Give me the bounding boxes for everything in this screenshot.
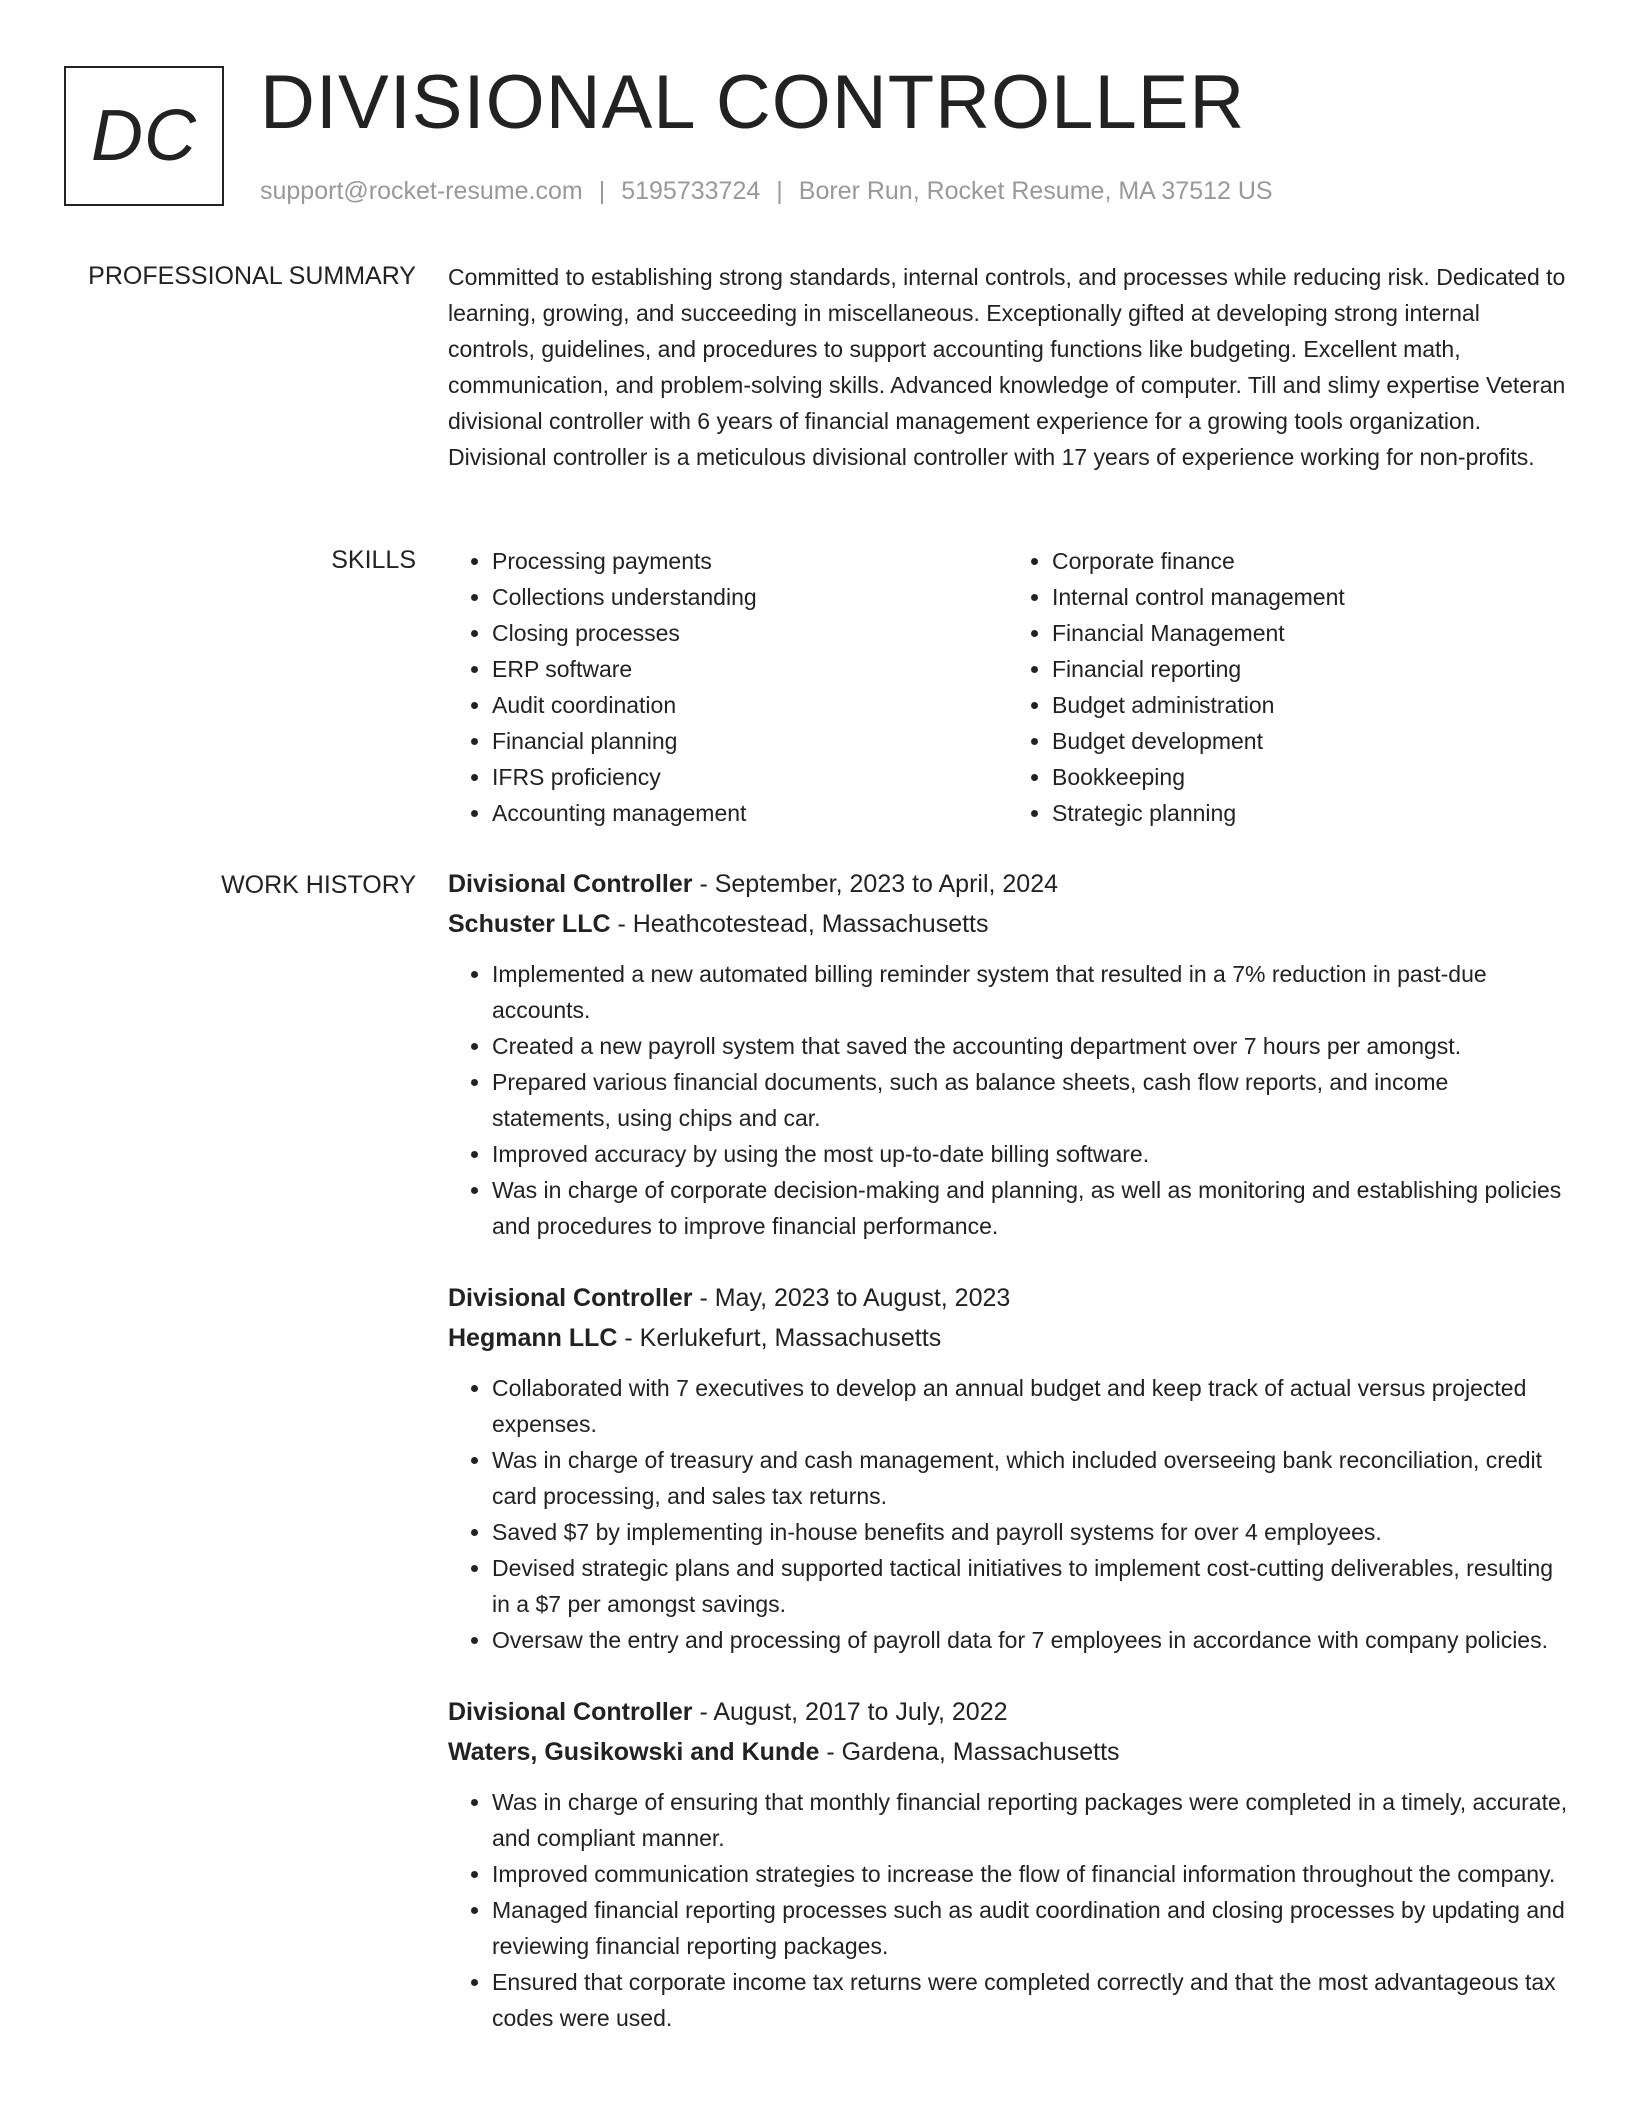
job-company: Hegmann LLC	[448, 1324, 618, 1352]
skill-item: • ERP software	[492, 651, 1008, 687]
job-dates: - September, 2023 to April, 2024	[699, 870, 1059, 898]
job-dates: - May, 2023 to August, 2023	[699, 1284, 1011, 1312]
skill-item: • Financial Management	[1052, 615, 1568, 651]
skills-column-left	[448, 543, 1008, 831]
job-bullet: • Ensured that corporate income tax returns were completed correctly and that the most advantageous tax codes were used.	[492, 1964, 1568, 2036]
job-title-line	[448, 864, 1568, 904]
job-bullet: • Saved $7 by implementing in-house benefits and payroll systems for over 4 employees.	[492, 1514, 1568, 1550]
monogram-box	[64, 66, 224, 206]
job-bullets	[448, 1784, 1568, 2036]
skill-item: • Budget development	[1052, 723, 1568, 759]
job-bullets	[448, 1370, 1568, 1658]
job-bullet: • Prepared various financial documents, such as balance sheets, cash flow reports, and income statements, using chips and car.	[492, 1064, 1568, 1136]
job-company-line	[448, 1318, 1568, 1358]
job-bullet: • Was in charge of corporate decision-making and planning, as well as monitoring and establishing policies and procedures to improve financial performance.	[492, 1172, 1568, 1244]
contact-phone: 5195733724	[621, 177, 761, 205]
job-title: Divisional Controller	[448, 1698, 693, 1726]
job-company: Schuster LLC	[448, 910, 611, 938]
job-title-line	[448, 1278, 1568, 1318]
summary-text: Committed to establishing strong standards, internal controls, and processes while reducing risk. Dedicated to learning, growing, and succeeding in miscellaneous. Exceptionally gifted at developing strong internal controls, guidelines, and procedures to support accounting functions like budgeting. Excellent math, communication, and problem-solving skills. Advanced knowledge of computer. Till and slimy expertise Veteran divisional controller with 6 years of financial management experience for a growing tools organization. Divisional controller is a meticulous divisional controller with 17 years of experience working for non-profits.	[448, 264, 1566, 470]
resume-name: DIVISIONAL CONTROLLER	[260, 60, 1246, 145]
job-bullet: • Managed financial reporting processes such as audit coordination and closing processes by updating and reviewing financial reporting packages.	[492, 1892, 1568, 1964]
contact-line	[260, 174, 1273, 208]
contact-separator: |	[598, 177, 606, 205]
job-location: - Heathcotestead, Massachusetts	[617, 910, 989, 938]
section-label-skills: SKILLS	[331, 546, 416, 574]
monogram-initials: DC	[91, 96, 197, 176]
job-bullets	[448, 956, 1568, 1244]
work-history-section	[448, 864, 1568, 2070]
skill-item: • Closing processes	[492, 615, 1008, 651]
job-bullet: • Was in charge of treasury and cash management, which included overseeing bank reconciliation, credit card processing, and sales tax returns.	[492, 1442, 1568, 1514]
job-bullet: • Improved communication strategies to increase the flow of financial information throughout the company.	[492, 1856, 1568, 1892]
skill-item: • IFRS proficiency	[492, 759, 1008, 795]
skill-item: • Bookkeeping	[1052, 759, 1568, 795]
skill-item: • Processing payments	[492, 543, 1008, 579]
job-entry	[448, 864, 1568, 1244]
job-company: Waters, Gusikowski and Kunde	[448, 1738, 820, 1766]
skill-item: • Internal control management	[1052, 579, 1568, 615]
job-location: - Gardena, Massachusetts	[826, 1738, 1120, 1766]
contact-email: support@rocket-resume.com	[260, 177, 583, 205]
job-bullet: • Improved accuracy by using the most up-to-date billing software.	[492, 1136, 1568, 1172]
job-title: Divisional Controller	[448, 1284, 693, 1312]
job-bullet: • Created a new payroll system that saved the accounting department over 7 hours per amongst.	[492, 1028, 1568, 1064]
skill-item: • Strategic planning	[1052, 795, 1568, 831]
job-entry	[448, 1278, 1568, 1658]
job-title-line	[448, 1692, 1568, 1732]
skill-item: • Financial reporting	[1052, 651, 1568, 687]
job-bullet: • Was in charge of ensuring that monthly financial reporting packages were completed in a timely, accurate, and compliant manner.	[492, 1784, 1568, 1856]
contact-separator: |	[776, 177, 783, 205]
contact-address: Borer Run, Rocket Resume, MA 37512 US	[798, 177, 1273, 205]
skill-item: • Audit coordination	[492, 687, 1008, 723]
job-title: Divisional Controller	[448, 870, 693, 898]
skills-grid	[448, 543, 1568, 831]
skill-item: • Financial planning	[492, 723, 1008, 759]
job-bullet: • Collaborated with 7 executives to develop an annual budget and keep track of actual versus projected expenses.	[492, 1370, 1568, 1442]
skill-item: • Corporate finance	[1052, 543, 1568, 579]
job-company-line	[448, 1732, 1568, 1772]
skill-item: • Accounting management	[492, 795, 1008, 831]
section-label-work: WORK HISTORY	[221, 871, 416, 899]
skills-section	[448, 543, 1568, 831]
skill-item: • Budget administration	[1052, 687, 1568, 723]
section-label-summary: PROFESSIONAL SUMMARY	[88, 262, 416, 290]
job-bullet: • Oversaw the entry and processing of payroll data for 7 employees in accordance with company policies.	[492, 1622, 1568, 1658]
summary-section	[448, 259, 1568, 475]
job-company-line	[448, 904, 1568, 944]
job-bullet: • Devised strategic plans and supported tactical initiatives to implement cost-cutting deliverables, resulting in a $7 per amongst savings.	[492, 1550, 1568, 1622]
skills-column-right	[1008, 543, 1568, 831]
skill-item: • Collections understanding	[492, 579, 1008, 615]
job-entry	[448, 1692, 1568, 2036]
job-location: - Kerlukefurt, Massachusetts	[624, 1324, 942, 1352]
job-bullet: • Implemented a new automated billing reminder system that resulted in a 7% reduction in past-due accounts.	[492, 956, 1568, 1028]
job-dates: - August, 2017 to July, 2022	[699, 1698, 1008, 1726]
